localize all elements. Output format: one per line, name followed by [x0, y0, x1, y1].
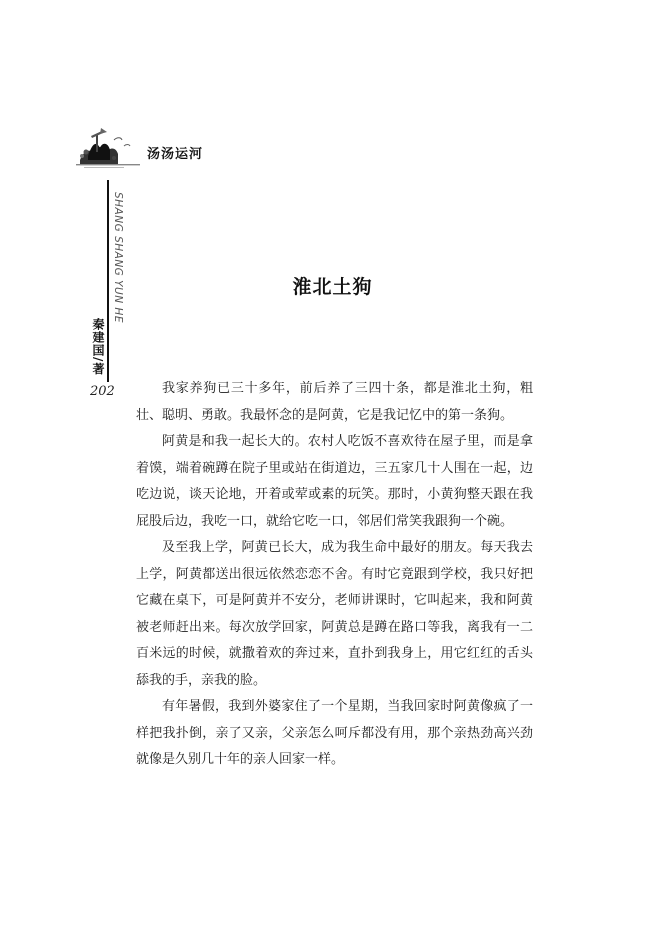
page-number: 202: [90, 384, 115, 399]
book-title-romanized: SHANG SHANG YUN HE: [112, 192, 124, 323]
paragraph: 有年暑假，我到外婆家住了一个星期，当我回家时阿黄像疯了一样把我扑倒，亲了又亲，父亲怎么呵斥都没有用，那个亲热劲高兴劲就像是久别几十年的亲人回家一样。: [136, 699, 533, 767]
paragraph: 及至我上学，阿黄已长大，成为我生命中最好的朋友。每天我去上学，阿黄都送出很远依然恋恋不舍。有时它竟跟到学校，我只好把它藏在桌下，可是阿黄并不安分，老师讲课时，它叫起来，我和阿黄被老师赶出来。每次放学回家，阿黄总是蹲在路口等我，离我有一二百米远的时候，就撒着欢的奔过来，直扑到我身上，用它红红的舌头舔我的手，亲我的脸。: [136, 540, 533, 688]
book-title: 汤汤运河: [147, 147, 204, 162]
article-title: 淮北土狗: [292, 276, 373, 298]
paragraph: 我家养狗已三十多年，前后养了三四十条，都是淮北土狗，粗壮、聪明、勇敢。我最怀念的是阿黄，它是我记忆中的第一条狗。: [136, 381, 533, 423]
article-body: [136, 376, 533, 774]
author-credit: 秦建国/著: [91, 318, 105, 376]
paragraph: 阿黄是和我一起长大的。农村人吃饭不喜欢待在屋子里，而是拿着馍，端着碗蹲在院子里或站在街道边，三五家几十人围在一起，边吃边说，谈天论地，开着或荤或素的玩笑。那时，小黄狗整天跟在我屁股后边，我吃一口，就给它吃一口，邻居们常笑我跟狗一个碗。: [136, 434, 533, 529]
ink-landscape-logo: [74, 120, 144, 172]
